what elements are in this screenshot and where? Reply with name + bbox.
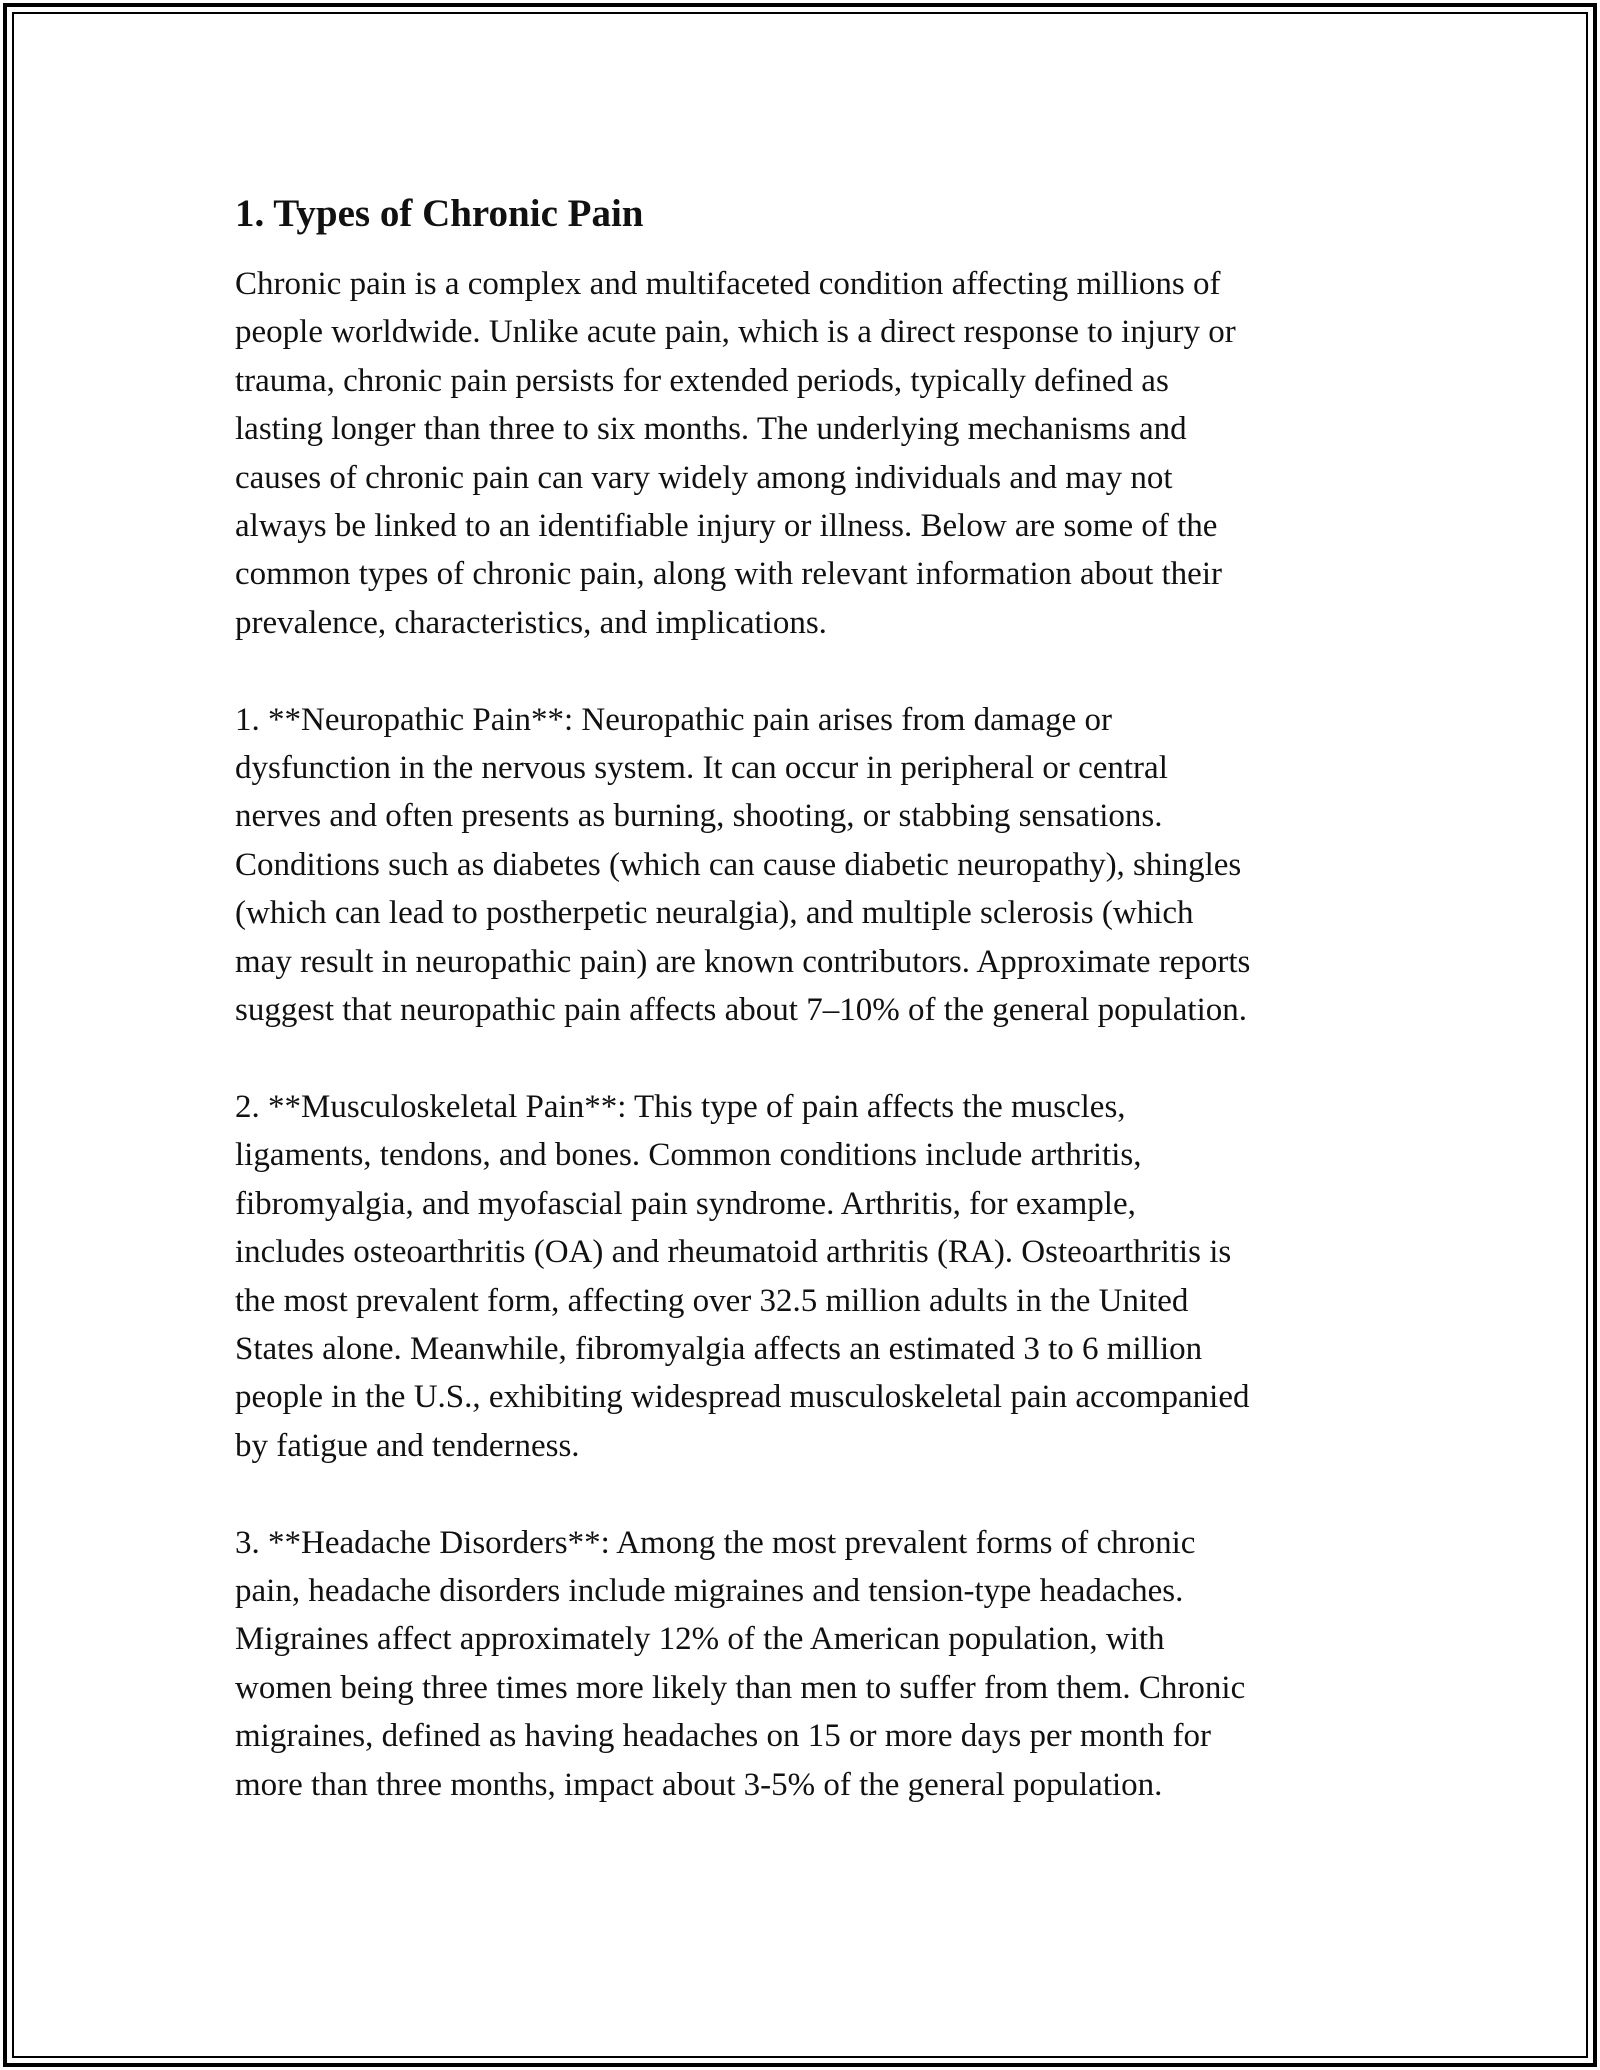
paragraph-line: suggest that neuropathic pain affects about 7–10% of the general population. — [235, 992, 1248, 1029]
paragraph-line: causes of chronic pain can vary widely among individuals and may not — [235, 459, 1173, 496]
paragraph-line: includes osteoarthritis (OA) and rheumatoid arthritis (RA). Osteoarthritis is — [235, 1234, 1232, 1271]
paragraph-line: common types of chronic pain, along with relevant information about their — [235, 556, 1222, 593]
paragraph-line: migraines, defined as having headaches on 15 or more days per month for — [235, 1718, 1211, 1755]
paragraph-line: (which can lead to postherpetic neuralgia), and multiple sclerosis (which — [235, 895, 1194, 932]
paragraph-line: people worldwide. Unlike acute pain, which is a direct response to injury or — [235, 314, 1236, 351]
paragraph-line: more than three months, impact about 3-5% of the general population. — [235, 1766, 1163, 1803]
paragraph-line: Conditions such as diabetes (which can cause diabetic neuropathy), shingles — [235, 846, 1242, 883]
document-body — [235, 186, 1375, 1809]
neuropathic-pain-paragraph — [235, 696, 1375, 1035]
headache-disorders-paragraph — [235, 1519, 1375, 1809]
paragraph-line: lasting longer than three to six months. The underlying mechanisms and — [235, 411, 1187, 448]
paragraph-line: 1. **Neuropathic Pain**: Neuropathic pain arises from damage or — [235, 701, 1112, 738]
paragraph-line: women being three times more likely than men to suffer from them. Chronic — [235, 1669, 1246, 1706]
paragraph-line: prevalence, characteristics, and implications. — [235, 604, 827, 641]
paragraph-line: fibromyalgia, and myofascial pain syndrome. Arthritis, for example, — [235, 1185, 1136, 1222]
paragraph-line: always be linked to an identifiable injury or illness. Below are some of the — [235, 508, 1218, 545]
paragraph-line: Migraines affect approximately 12% of the American population, with — [235, 1621, 1165, 1658]
paragraph-line: Chronic pain is a complex and multifaceted condition affecting millions of — [235, 266, 1221, 302]
paragraph-line: States alone. Meanwhile, fibromyalgia affects an estimated 3 to 6 million — [235, 1330, 1203, 1367]
section-heading: 1. Types of Chronic Pain — [235, 192, 644, 235]
paragraph-line: the most prevalent form, affecting over 32.5 million adults in the United — [235, 1282, 1189, 1319]
paragraph-line: 2. **Musculoskeletal Pain**: This type of pain affects the muscles, — [235, 1088, 1126, 1125]
paragraph-line: by fatigue and tenderness. — [235, 1427, 580, 1464]
paragraph-line: dysfunction in the nervous system. It can occur in peripheral or central — [235, 750, 1168, 787]
paragraph-line: nerves and often presents as burning, shooting, or stabbing sensations. — [235, 798, 1163, 835]
paragraph-line: trauma, chronic pain persists for extended periods, typically defined as — [235, 362, 1169, 399]
intro-paragraph — [235, 260, 1375, 647]
paragraph-line: may result in neuropathic pain) are known contributors. Approximate reports — [235, 943, 1251, 980]
paragraph-line: people in the U.S., exhibiting widespread musculoskeletal pain accompanied — [235, 1379, 1250, 1416]
paragraph-line: 3. **Headache Disorders**: Among the most prevalent forms of chronic — [235, 1524, 1196, 1561]
musculoskeletal-pain-paragraph — [235, 1083, 1375, 1470]
paragraph-line: ligaments, tendons, and bones. Common conditions include arthritis, — [235, 1137, 1142, 1174]
paragraph-line: pain, headache disorders include migraines and tension-type headaches. — [235, 1572, 1184, 1609]
